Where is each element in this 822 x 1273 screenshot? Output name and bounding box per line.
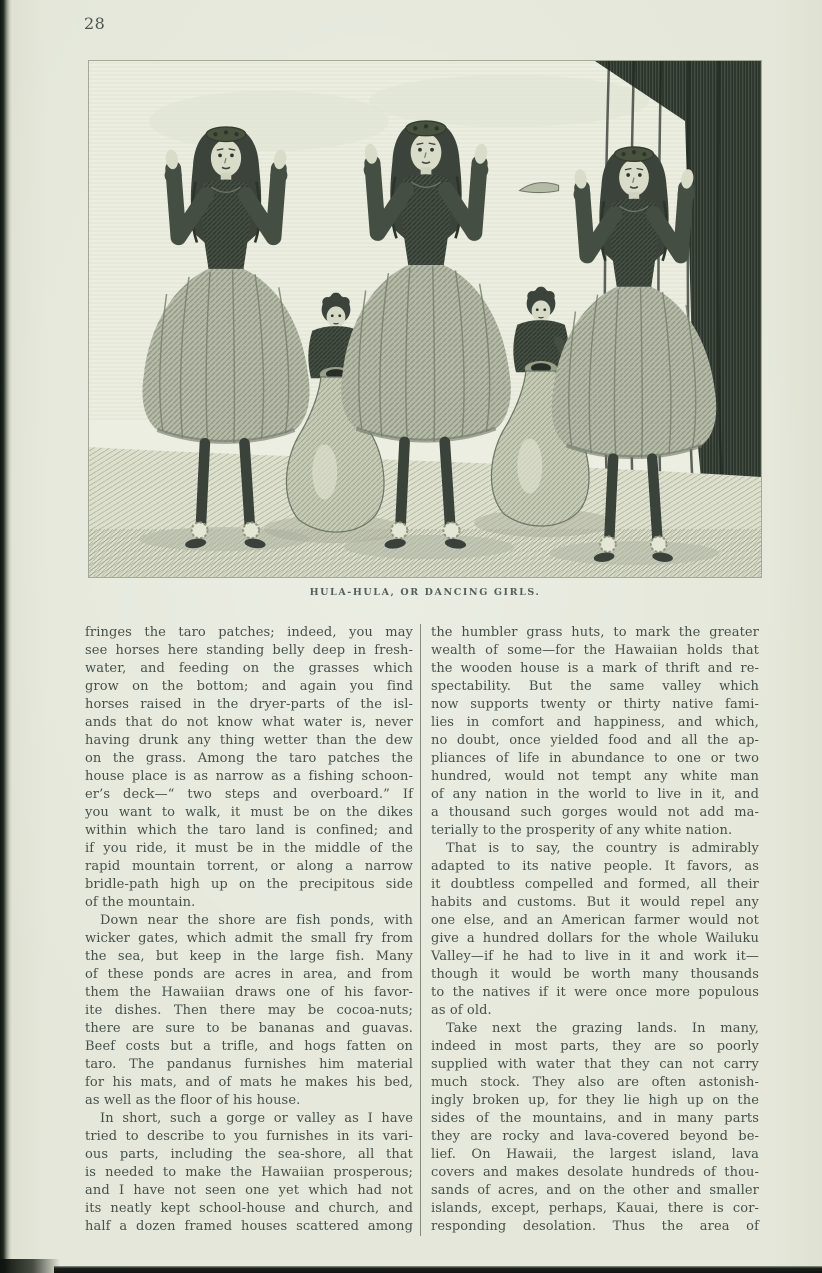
text-line: and I have not seen one yet which had not (85, 1183, 413, 1198)
text-line: rapid mountain torrent, or along a narrow (85, 859, 413, 874)
text-line: pliances of life in abundance to one or two (431, 751, 759, 766)
engraving-svg (89, 61, 761, 577)
text-line: horses raised in the dryer-parts of the isl- (85, 697, 413, 712)
text-line: see horses here standing belly deep in fresh- (85, 643, 413, 658)
text-line: it doubtless compelled and formed, all their (431, 877, 759, 892)
text-line: of the mountain. (85, 895, 196, 910)
text-line: ands that do not know what water is, never (85, 715, 413, 730)
text-line: indeed in most parts, they are so poorly (431, 1039, 759, 1054)
text-line: there are sure to be bananas and guavas. (85, 1021, 413, 1036)
text-line: er’s deck—“ two steps and overboard.” If (85, 787, 413, 802)
figure-caption: HULA-HULA, OR DANCING GIRLS. (309, 587, 541, 598)
text-line: wealth of some—for the Hawaiian holds that (431, 643, 759, 658)
text-line: lies in comfort and happiness, and which, (431, 715, 759, 730)
text-line: the wooden house is a mark of thrift and re- (431, 661, 759, 676)
text-line: them the Hawaiian draws one of his favor- (85, 985, 413, 1000)
right-column (420, 624, 759, 1236)
text-line: they are rocky and lava-covered beyond be- (431, 1129, 759, 1144)
text-line: water, and feeding on the grasses which (85, 661, 413, 676)
text-line: ite dishes. Then there may be cocoa-nuts; (85, 1003, 413, 1018)
text-line: you want to walk, it must be on the dikes (85, 805, 413, 820)
text-line: Beef costs but a trifle, and hogs fatten on (85, 1039, 413, 1054)
text-line: wicker gates, which admit the small fry from (85, 931, 413, 946)
text-line: terially to the prosperity of any white nation. (431, 823, 733, 838)
text-line: half a dozen framed houses scattered among (85, 1219, 413, 1234)
text-line: islands, except, perhaps, Kauai, there is cor- (431, 1201, 759, 1216)
article-text (85, 624, 759, 1236)
text-line: Take next the grazing lands. In many, (446, 1021, 759, 1036)
text-line: of these ponds are acres in area, and from (85, 967, 413, 982)
text-line: That is to say, the country is admirably (446, 841, 759, 856)
text-line: now supports twenty or thirty native fami- (431, 697, 759, 712)
text-line: adapted to its native people. It favors, as (431, 859, 759, 874)
text-line: sides of the mountains, and in many parts (431, 1111, 759, 1126)
scan-corner-shadow (0, 1259, 60, 1273)
text-line: having drunk any thing wetter than the dew (85, 733, 413, 748)
text-line: within which the taro land is confined; and (85, 823, 413, 838)
text-line: its neatly kept school-house and church, and (85, 1201, 413, 1216)
text-line: though it would be worth many thousands (431, 967, 759, 982)
text-line: lief. On Hawaii, the largest island, lava (431, 1147, 759, 1162)
text-line: is needed to make the Hawaiian prosperous; (85, 1165, 413, 1180)
text-line: the humbler grass huts, to mark the greater (431, 625, 759, 640)
text-line: house place is as narrow as a fishing schoon- (85, 769, 413, 784)
text-line: give a hundred dollars for the whole Wailuku (431, 931, 759, 946)
text-line: ous parts, including the sea-shore, all that (85, 1147, 413, 1162)
text-line: grow on the bottom; and again you find (85, 679, 413, 694)
text-line: Down near the shore are fish ponds, with (100, 913, 413, 928)
scan-bottom-edge-shadow (54, 1266, 822, 1273)
left-column (85, 624, 420, 1236)
text-line: of any nation in the world to live in it, and (431, 787, 759, 802)
text-line: one else, and an American farmer would not (431, 913, 759, 928)
text-line: ingly broken up, for they lie high up on the (431, 1093, 759, 1108)
text-line: habits and customs. But it would repel any (431, 895, 759, 910)
text-line: much stock. They also are often astonish- (431, 1075, 759, 1090)
text-line: sands of acres, and on the other and smaller (431, 1183, 759, 1198)
scan-left-edge-shadow (0, 0, 12, 1273)
text-line: on the grass. Among the taro patches the (85, 751, 413, 766)
page-number: 28 (84, 14, 106, 33)
text-line: Valley—if he had to live in it and work it— (431, 949, 759, 964)
text-line: tried to describe to you furnishes in its vari- (85, 1129, 413, 1144)
text-line: hundred, would not tempt any white man (431, 769, 759, 784)
text-line: bridle-path high up on the precipitous side (85, 877, 413, 892)
text-line: supplied with water that they can not carry (431, 1057, 759, 1072)
text-line: the sea, but keep in the large fish. Many (85, 949, 413, 964)
text-line: taro. The pandanus furnishes him material (85, 1057, 413, 1072)
text-line: to the natives if it were once more populous (431, 985, 759, 1000)
text-line: In short, such a gorge or valley as I have (100, 1111, 413, 1126)
text-line: covers and makes desolate hundreds of thou- (431, 1165, 759, 1180)
text-line: as well as the floor of his house. (85, 1093, 301, 1108)
text-line: as of old. (431, 1003, 492, 1018)
text-line: responding desolation. Thus the area of (431, 1219, 759, 1234)
text-line: a thousand such gorges would not add ma- (431, 805, 759, 820)
text-line: for his mats, and of mats he makes his bed, (85, 1075, 413, 1090)
hula-illustration-engraving (88, 60, 762, 578)
text-line: no doubt, once yielded food and all the ap- (431, 733, 759, 748)
text-line: spectability. But the same valley which (431, 679, 759, 694)
text-line: if you ride, it must be in the middle of the (85, 841, 413, 856)
text-line: fringes the taro patches; indeed, you may (85, 625, 413, 640)
